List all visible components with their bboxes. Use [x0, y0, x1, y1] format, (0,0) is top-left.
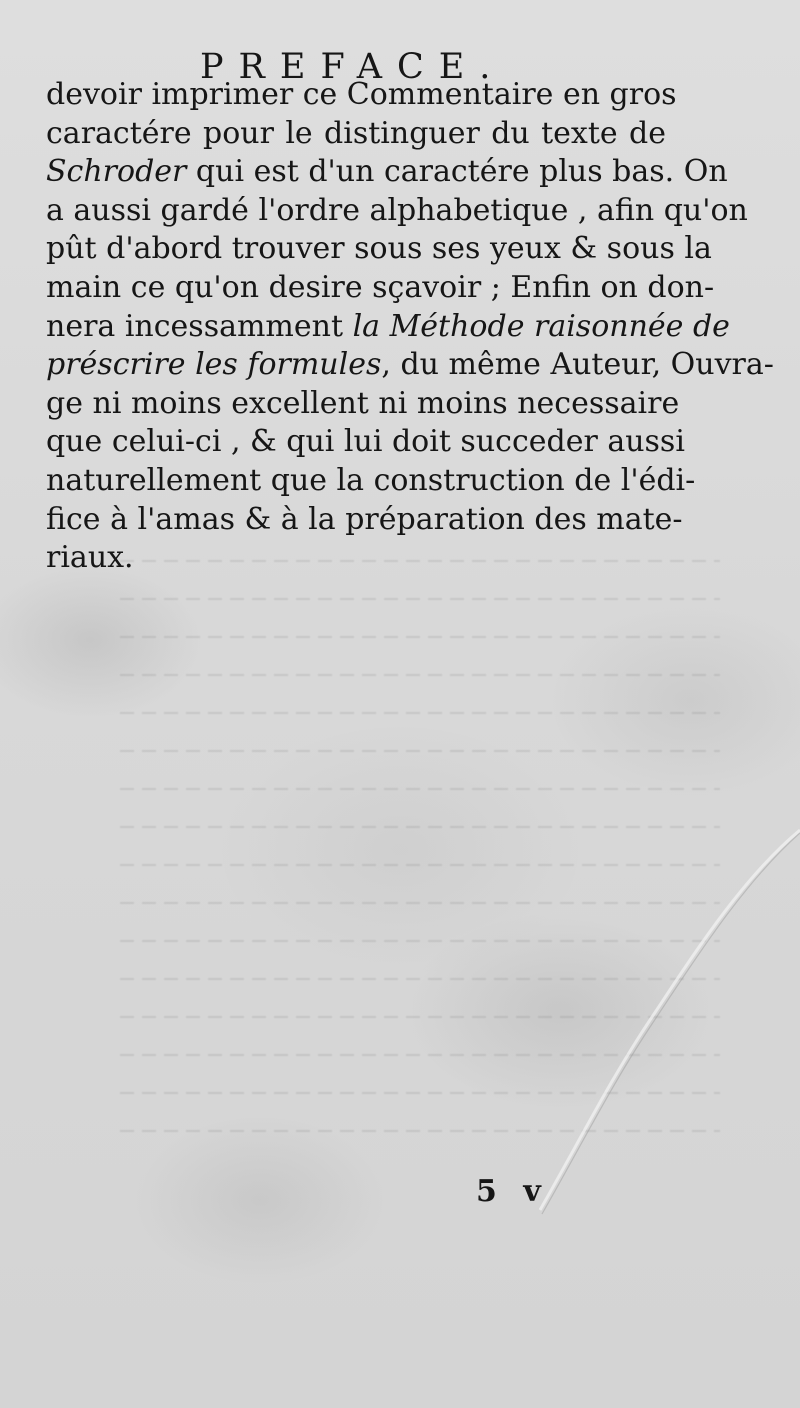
bleed-through-texture	[120, 560, 720, 1180]
running-head: PREFACE.	[200, 47, 506, 87]
book-title-continued: préscrire les formules	[46, 347, 382, 383]
text-line: nera incessamment la Méthode raisonnée de	[46, 308, 730, 344]
text-line: caractére pour le distinguer du texte de	[46, 115, 666, 151]
author-name: Schroder	[46, 154, 187, 190]
text-line: fice à l'amas & à la préparation des mate-	[46, 501, 683, 537]
text-line: préscrire les formules, du même Auteur, Ouvra-	[46, 347, 774, 383]
signature-mark: 5 v	[476, 1174, 549, 1209]
text-line: que celui-ci , & qui lui doit succeder aussi	[46, 424, 685, 460]
book-title: la Méthode raisonnée de	[352, 308, 730, 344]
text-line: Schroder qui est d'un caractére plus bas. On	[46, 154, 728, 190]
text-line: riaux.	[46, 540, 134, 576]
text-line: a aussi gardé l'ordre alphabetique , afin qu'on	[46, 192, 748, 228]
text-line: main ce qu'on desire sçavoir ; Enfin on don-	[46, 269, 715, 305]
text-line: ge ni moins excellent ni moins necessaire	[46, 385, 680, 421]
text-line: devoir imprimer ce Commentaire en gros	[46, 77, 677, 112]
preface-text	[46, 76, 774, 578]
text-line: pût d'abord trouver sous ses yeux & sous la	[46, 231, 712, 267]
text-line: naturellement que la construction de l'édi-	[46, 462, 696, 498]
